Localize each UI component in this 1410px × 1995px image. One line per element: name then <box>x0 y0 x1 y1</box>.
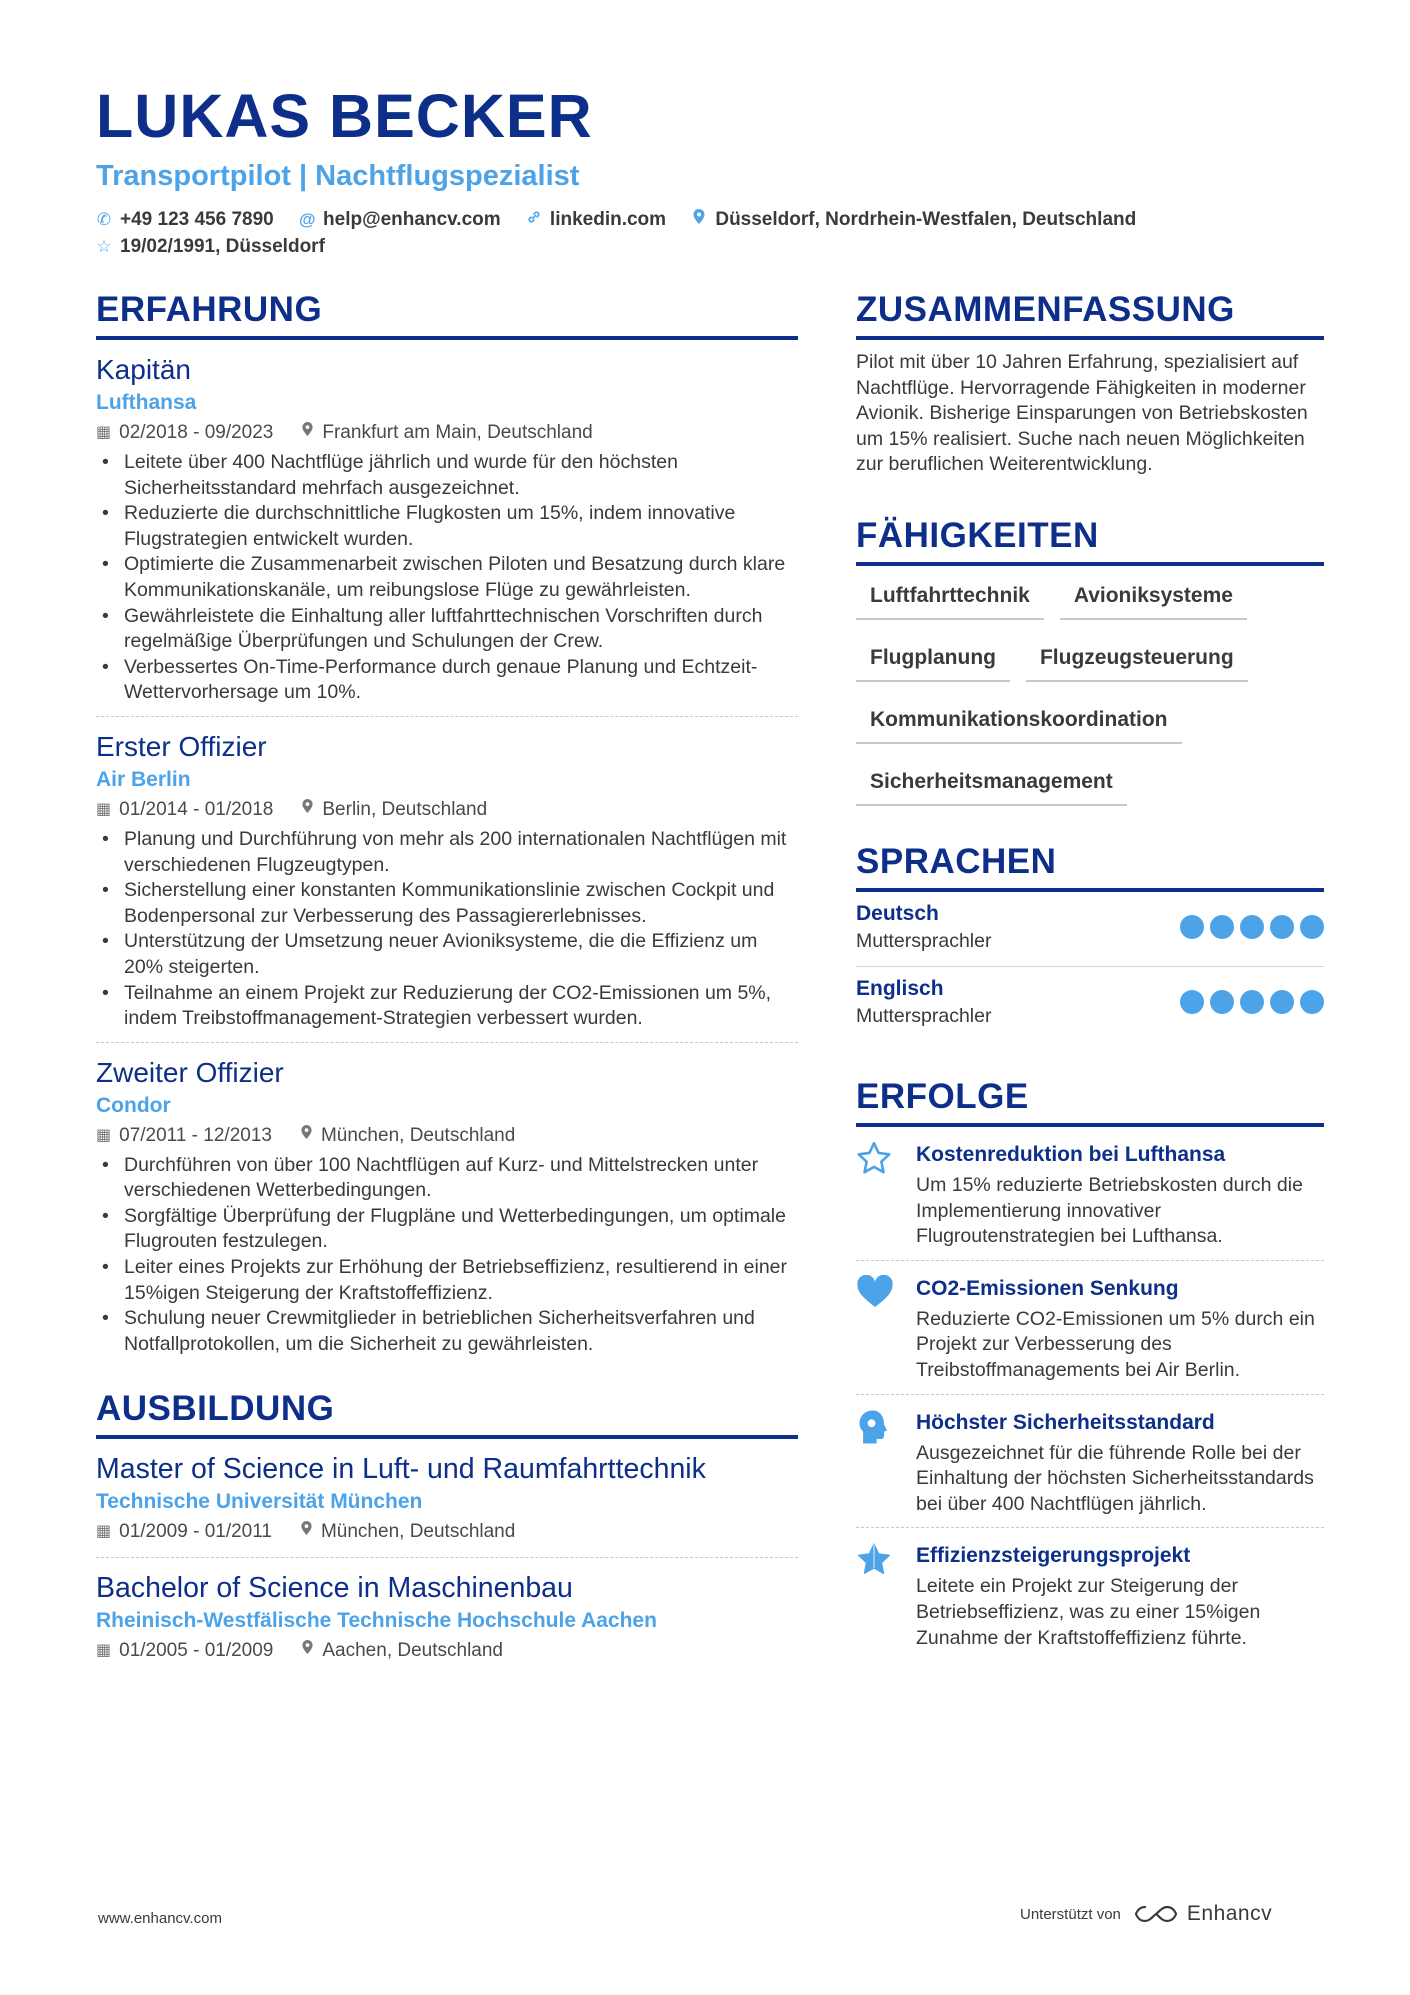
rating-dot <box>1300 990 1324 1014</box>
skills-list <box>856 578 1324 826</box>
education-meta <box>96 1636 798 1666</box>
job-bullet: • Durchführen von über 100 Nachtflügen auf Kurz- und Mittelstrecken unter verschiedenen Wetterbedingungen. <box>96 1153 798 1204</box>
skill-tag: Flugplanung <box>856 640 1010 682</box>
star-filled-icon <box>856 1542 916 1651</box>
language-rating <box>1174 990 1324 1014</box>
job-title: Erster Offizier <box>96 730 267 762</box>
achievement-title: Kostenreduktion bei Lufthansa <box>916 1142 1226 1166</box>
enhancv-logo-icon <box>1133 1903 1179 1925</box>
rating-dot <box>1300 915 1324 939</box>
job-company: Lufthansa <box>96 391 197 414</box>
achievement-text: Ausgezeichnet für die führende Rolle bei der Einhaltung der höchsten Sicherheitsstandards bei über 400 Nachtflügen jährlich. <box>916 1441 1314 1515</box>
heart-icon <box>856 1275 916 1384</box>
job-bullet: • Verbessertes On-Time-Performance durch genaue Planung und Echtzeit-Wettervorhersage um 10%. <box>96 655 798 706</box>
head-icon <box>856 1409 916 1518</box>
education-location: München, Deutschland <box>320 1521 516 1543</box>
job-bullet: • Sorgfältige Überprüfung der Flugpläne und Wetterbedingungen, um optimale Flugrouten festzulegen. <box>96 1204 798 1255</box>
calendar-icon: ▦ <box>96 1523 112 1541</box>
job-location: Frankfurt am Main, Deutschland <box>322 422 593 443</box>
skill-tag: Avioniksysteme <box>1060 578 1247 620</box>
job-meta <box>96 795 798 825</box>
education-entry <box>96 1439 798 1558</box>
location-pin-icon <box>300 1121 313 1151</box>
job-bullet: • Planung und Durchführung von mehr als 200 internationalen Nachtflügen mit verschiedenen Flugzeugtypen. <box>96 827 798 878</box>
education-entry <box>96 1558 798 1666</box>
summary-section-title: ZUSAMMENFASSUNG <box>856 288 1324 340</box>
at-icon: @ <box>299 210 316 229</box>
achievement-text: Leitete ein Projekt zur Steigerung der Betriebseffizienz, was zu einer 15%igen Zunahme der Kraftstoffeffizienz führte. <box>916 1575 1261 1649</box>
education-section-title: AUSBILDUNG <box>96 1387 798 1439</box>
powered-by-label: Unterstützt von <box>1020 1905 1121 1923</box>
resume-header <box>96 80 1336 260</box>
skill-tag: Sicherheitsmanagement <box>856 764 1127 806</box>
phone-icon: ✆ <box>96 210 112 229</box>
job-meta <box>96 1121 798 1151</box>
link-icon <box>526 206 542 233</box>
job-bullet: • Leiter eines Projekts zur Erhöhung der Betriebseffizienz, resultierend in einer 15%igen Steigerung der Kraftstoffeffizienz. <box>96 1255 798 1306</box>
location-pin-icon <box>301 795 314 825</box>
rating-dot <box>1210 990 1234 1014</box>
language-name: Englisch <box>856 976 944 1000</box>
contact-info <box>96 206 1336 260</box>
calendar-icon: ▦ <box>96 424 112 441</box>
location-pin-icon <box>301 1636 314 1666</box>
achievements-section-title: ERFOLGE <box>856 1075 1324 1127</box>
contact-birth: ☆ 19/02/1991, Düsseldorf <box>96 233 325 260</box>
language-level: Muttersprachler <box>856 1004 992 1027</box>
job-location: München, Deutschland <box>320 1124 516 1146</box>
achievement-text: Reduzierte CO2-Emissionen um 5% durch ein Projekt zur Verbesserung des Treibstoffmanagements bei Air Berlin. <box>916 1307 1315 1381</box>
contact-email[interactable]: @ help@enhancv.com <box>299 206 501 233</box>
job-bullet: • Teilnahme an einem Projekt zur Reduzierung der CO2-Emissionen um 5%, indem Treibstoffmanagement-Strategien verbessert wurden. <box>96 981 798 1032</box>
left-column <box>96 288 798 1666</box>
skill-tag: Luftfahrttechnik <box>856 578 1044 620</box>
rating-dot <box>1270 990 1294 1014</box>
rating-dot <box>1240 990 1264 1014</box>
rating-dot <box>1180 915 1204 939</box>
rating-dot <box>1270 915 1294 939</box>
skill-tag: Kommunikationskoordination <box>856 702 1182 744</box>
job-company: Air Berlin <box>96 767 191 791</box>
location-pin-icon <box>301 418 314 448</box>
achievement-title: Höchster Sicherheitsstandard <box>916 1410 1215 1434</box>
star-icon: ☆ <box>96 237 112 256</box>
contact-location: Düsseldorf, Nordrhein-Westfalen, Deutschland <box>691 206 1136 233</box>
calendar-icon: ▦ <box>96 800 112 818</box>
job-bullets <box>96 827 798 1032</box>
job-meta <box>96 418 798 448</box>
achievement-text: Um 15% reduzierte Betriebskosten durch die Implementierung innovativer Flugroutenstrategien bei Lufthansa. <box>916 1173 1303 1248</box>
school-name: Rheinisch-Westfälische Technische Hochschule Aachen <box>96 1609 657 1633</box>
job-bullet: • Gewährleistete die Einhaltung aller luftfahrttechnischen Vorschriften durch regelmäßige Überprüfungen und Schulungen der Crew. <box>96 604 798 655</box>
job-bullet: • Optimierte die Zusammenarbeit zwischen Piloten und Besatzung durch klare Kommunikationskanäle, um reibungslose Flüge zu gewährleisten. <box>96 552 798 603</box>
achievement-entry <box>856 1127 1324 1250</box>
location-pin-icon <box>691 206 707 233</box>
achievement-title: Effizienzsteigerungsprojekt <box>916 1544 1191 1568</box>
skills-section-title: FÄHIGKEITEN <box>856 514 1324 566</box>
job-entry <box>96 340 798 717</box>
job-dates: 07/2011 - 12/2013 <box>119 1124 272 1146</box>
degree-title: Bachelor of Science in Maschinenbau <box>96 1572 573 1605</box>
job-bullet: • Schulung neuer Crewmitglieder in betrieblichen Sicherheitsverfahren und Notfallprotokollen, um die Sicherheit zu gewährleisten. <box>96 1306 798 1357</box>
job-bullet: • Leitete über 400 Nachtflüge jährlich und wurde für den höchsten Sicherheitsstandard mehrfach ausgezeichnet. <box>96 450 798 501</box>
education-dates: 01/2009 - 01/2011 <box>119 1521 272 1543</box>
star-outline-icon <box>856 1141 916 1250</box>
skill-tag: Flugzeugsteuerung <box>1026 640 1248 682</box>
education-location: Aachen, Deutschland <box>322 1640 503 1662</box>
job-dates: 01/2014 - 01/2018 <box>119 798 274 820</box>
job-company: Condor <box>96 1093 171 1117</box>
candidate-name: LUKAS BECKER <box>96 82 593 150</box>
calendar-icon: ▦ <box>96 1126 112 1144</box>
job-dates: 02/2018 - 09/2023 <box>119 422 274 443</box>
education-meta <box>96 1517 798 1547</box>
job-bullets <box>96 1153 798 1358</box>
degree-title: Master of Science in Luft- und Raumfahrttechnik <box>96 1453 706 1486</box>
job-title: Kapitän <box>96 354 191 385</box>
job-entry <box>96 1043 798 1358</box>
summary-text: Pilot mit über 10 Jahren Erfahrung, spezialisiert auf Nachtflüge. Hervorragende Fähigkeiten in moderner Avionik. Bisherige Einsparungen von Betriebskosten um 15% realisiert. Suche nach neuen Möglichkeiten zur beruflichen Weiterentwicklung. <box>856 351 1308 476</box>
achievement-title: CO2-Emissionen Senkung <box>916 1276 1179 1300</box>
job-bullet: • Sicherstellung einer konstanten Kommunikationslinie zwischen Cockpit und Bodenpersonal zur Verbesserung des Passagiererlebnisses. <box>96 878 798 929</box>
job-title: Zweiter Offizier <box>96 1056 284 1088</box>
language-entry <box>856 967 1324 1035</box>
footer-website[interactable]: www.enhancv.com <box>98 1910 222 1927</box>
school-name: Technische Universität München <box>96 1490 423 1514</box>
job-bullets <box>96 450 798 706</box>
achievement-entry <box>856 1528 1324 1651</box>
job-bullet: • Reduzierte die durchschnittliche Flugkosten um 15%, indem innovative Flugstrategien entwickelt wurden. <box>96 501 798 552</box>
experience-section-title: ERFAHRUNG <box>96 288 798 340</box>
calendar-icon: ▦ <box>96 1642 112 1660</box>
language-name: Deutsch <box>856 901 939 925</box>
education-dates: 01/2005 - 01/2009 <box>119 1640 274 1662</box>
languages-section-title: SPRACHEN <box>856 840 1324 892</box>
achievement-entry <box>856 1261 1324 1384</box>
right-column <box>856 288 1324 1651</box>
achievement-entry <box>856 1395 1324 1518</box>
language-level: Muttersprachler <box>856 929 992 952</box>
contact-phone[interactable]: ✆ +49 123 456 7890 <box>96 206 274 233</box>
location-pin-icon <box>300 1517 313 1547</box>
candidate-subtitle: Transportpilot | Nachtflugspezialist <box>96 160 580 192</box>
rating-dot <box>1210 915 1234 939</box>
job-entry <box>96 717 798 1043</box>
rating-dot <box>1240 915 1264 939</box>
job-location: Berlin, Deutschland <box>322 798 488 820</box>
language-rating <box>1174 915 1324 939</box>
footer-branding <box>1020 1902 1272 1926</box>
job-bullet: • Unterstützung der Umsetzung neuer Avioniksysteme, die die Effizienz um 20% steigerten. <box>96 929 798 980</box>
contact-linkedin[interactable]: linkedin.com <box>526 206 666 233</box>
rating-dot <box>1180 990 1204 1014</box>
language-entry <box>856 892 1324 960</box>
brand-name: Enhancv <box>1186 1902 1273 1925</box>
